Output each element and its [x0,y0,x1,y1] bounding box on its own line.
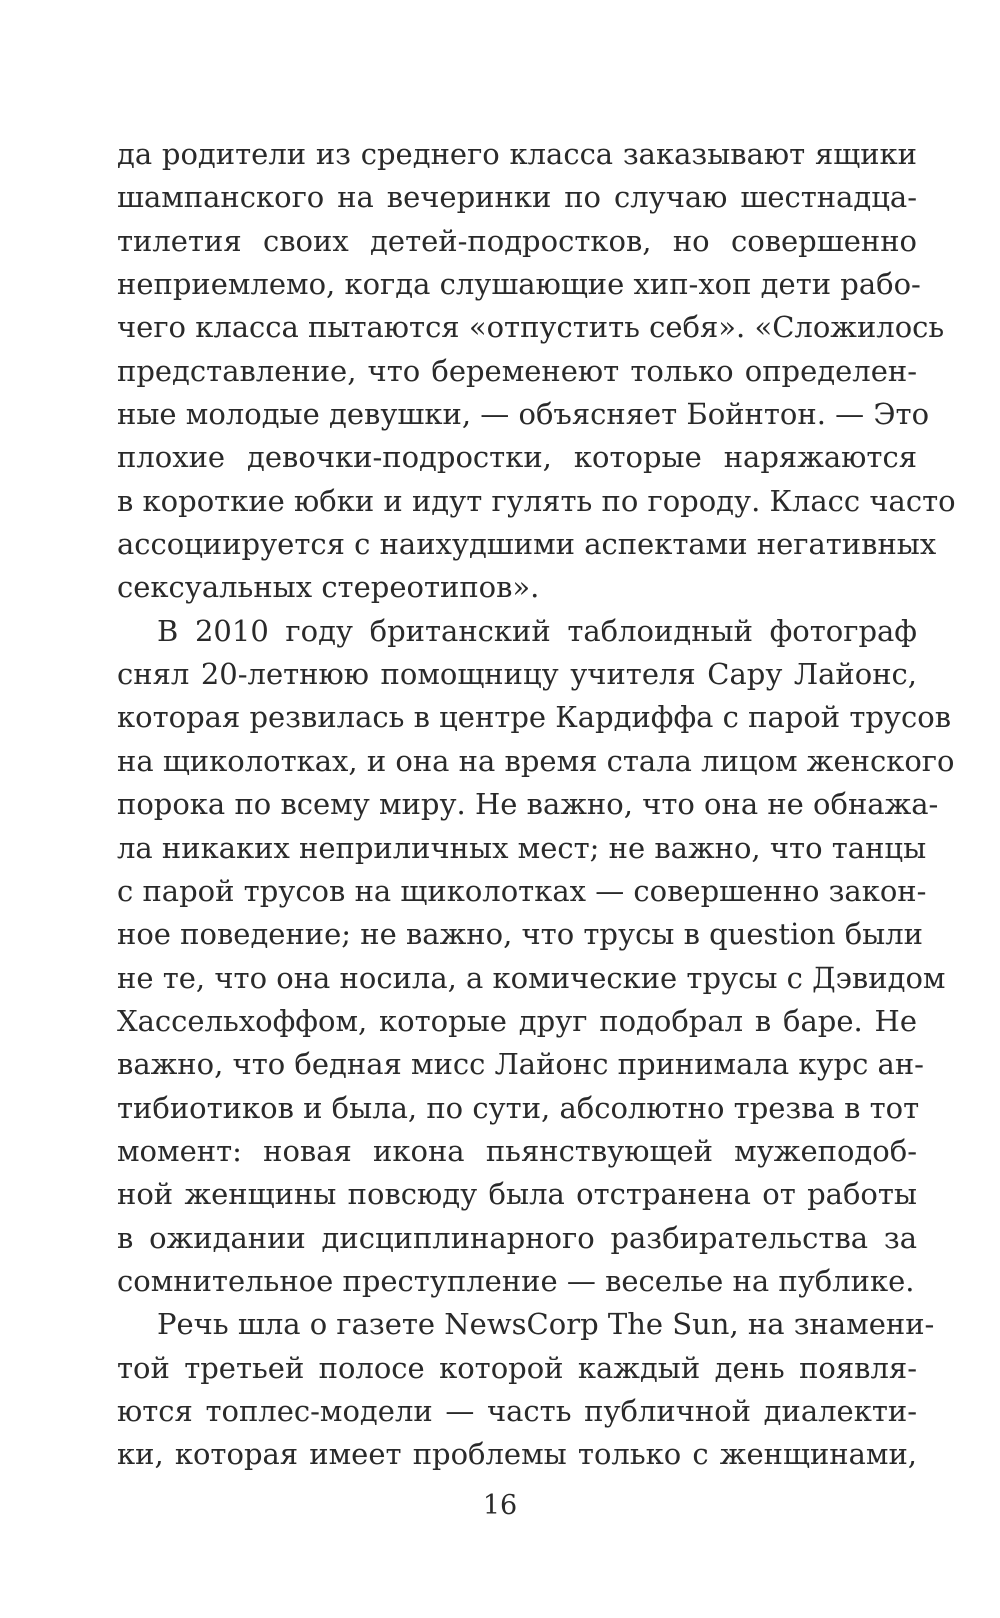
text-line: снял 20-летнюю помощницу учителя Сару Лайонс, [117,657,917,692]
text-line: ной женщины повсюду была отстранена от работы [117,1177,917,1212]
text-line: ассоциируется с наихудшими аспектами негативных [117,527,937,562]
text-line: представление, что беременеют только определен- [117,353,917,388]
text-line: шампанского на вечеринки по случаю шестнадца- [117,180,917,215]
text-line: ки, которая имеет проблемы только с женщинами, [117,1437,917,1472]
text-line: ются топлес-модели — часть публичной диалекти- [117,1393,917,1428]
text-line: тибиотиков и была, по сути, абсолютно трезва в тот [117,1090,920,1125]
body-text [117,133,956,1477]
text-line: момент: новая икона пьянствующей мужеподоб- [117,1133,917,1168]
text-line: чего класса пытаются «отпустить себя». «Сложилось [117,310,945,345]
text-line: важно, что бедная мисс Лайонс принимала курс ан- [117,1047,924,1082]
page-number: 16 [482,1490,518,1521]
text-line: ные молодые девушки, — объясняет Бойнтон. — Это [117,397,930,432]
text-line: в ожидании дисциплинарного разбирательства за [117,1220,917,1255]
text-line: Речь шла о газете NewsCorp The Sun, на знамени- [157,1307,935,1342]
text-line: тилетия своих детей-подростков, но совершенно [117,223,917,258]
paragraph [117,610,955,1304]
text-line: в короткие юбки и идут гулять по городу. Класс часто [117,483,956,518]
text-line: которая резвилась в центре Кардиффа с парой трусов [117,700,952,735]
text-line: порока по всему миру. Не важно, что она не обнажа- [117,787,939,822]
text-line: неприемлемо, когда слушающие хип-хоп дети рабо- [117,267,921,302]
text-line: сомнительное преступление — веселье на публике. [117,1263,915,1298]
text-line: В 2010 году британский таблоидный фотограф [157,613,917,648]
text-line: с парой трусов на щиколотках — совершенно закон- [117,873,927,908]
text-line: да родители из среднего класса заказывают ящики [117,137,917,171]
text-line: той третьей полосе которой каждый день появля- [117,1350,917,1385]
text-line: плохие девочки-подростки, которые наряжаются [117,440,917,475]
text-line: ное поведение; не важно, что трусы в question были [117,917,924,952]
paragraph [117,133,956,610]
text-line: сексуальных стереотипов». [117,570,540,605]
text-line: на щиколотках, и она на время стала лицом женского [117,743,955,778]
text-line: Хассельхоффом, которые друг подобрал в баре. Не [117,1003,917,1038]
text-line: ла никаких неприличных мест; не важно, что танцы [117,830,927,865]
text-line: не те, что она носила, а комические трусы с Дэвидом [117,960,946,995]
paragraph [117,1303,935,1476]
